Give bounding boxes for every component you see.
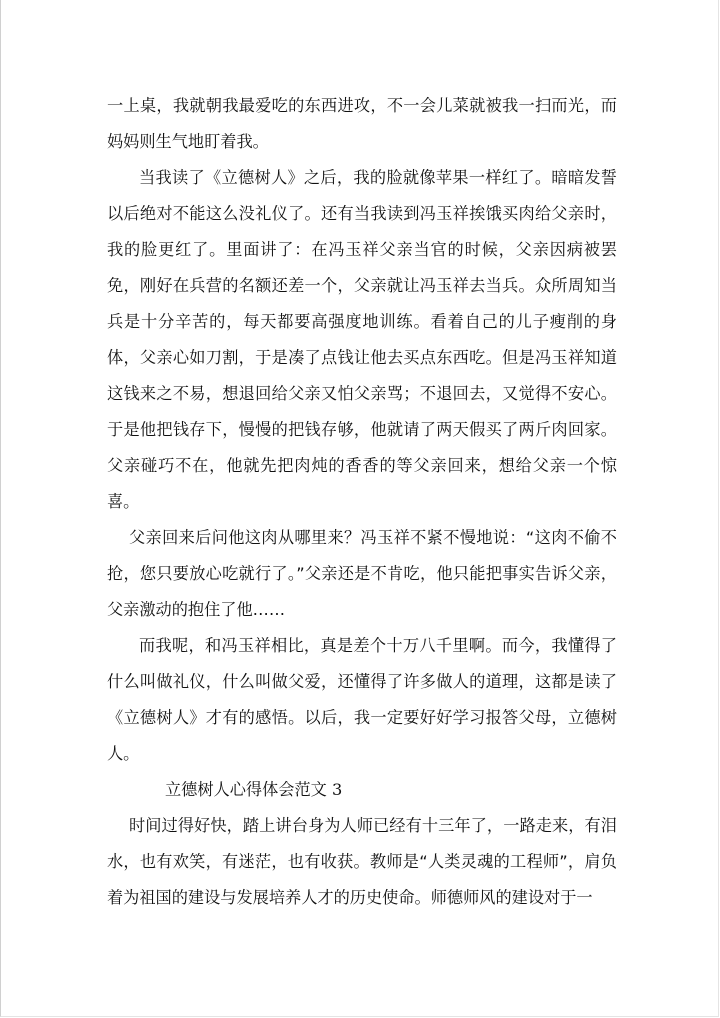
paragraph-4: 而我呢，和冯玉祥相比，真是差个十万八千里啊。而今，我懂得了什么叫做礼仪，什么叫做父爱，还懂得了许多做人的道理，这都是读了《立德树人》才有的感悟。以后，我一定要好好学习报答父母，立德树人。 xyxy=(107,636,617,763)
paragraph-3: 父亲回来后问他这肉从哪里来？冯玉祥不紧不慢地说：“这肉不偷不抢，您只要放心吃就行了。”父亲还是不肯吃，他只能把事实告诉父亲，父亲激动的抱住了他…… xyxy=(107,528,617,619)
document-body xyxy=(107,88,617,916)
section-heading: 立德树人心得体会范文 3 xyxy=(165,780,343,799)
paragraph-5: 时间过得好快，踏上讲台身为人师已经有十三年了，一路走来，有泪水，也有欢笑，有迷茫，也有收获。教师是“人类灵魂的工程师”，肩负着为祖国的建设与发展培养人才的历史使命。师德师风的建设对于一 xyxy=(107,816,617,907)
paragraph-1: 一上桌，我就朝我最爱吃的东西进攻，不一会儿菜就被我一扫而光，而妈妈则生气地盯着我。 xyxy=(107,96,617,151)
paragraph-2: 当我读了《立德树人》之后，我的脸就像苹果一样红了。暗暗发誓以后绝对不能这么没礼仪了。还有当我读到冯玉祥挨饿买肉给父亲时，我的脸更红了。里面讲了：在冯玉祥父亲当官的时候，父亲因病被罢免，刚好在兵营的名额还差一个，父亲就让冯玉祥去当兵。众所周知当兵是十分辛苦的，每天都要高强度地训练。看着自己的儿子瘦削的身体，父亲心如刀割，于是凑了点钱让他去买点东西吃。但是冯玉祥知道这钱来之不易，想退回给父亲又怕父亲骂；不退回去，又觉得不安心。于是他把钱存下，慢慢的把钱存够，他就请了两天假买了两斤肉回家。父亲碰巧不在，他就先把肉炖的香香的等父亲回来，想给父亲一个惊喜。 xyxy=(107,168,617,511)
